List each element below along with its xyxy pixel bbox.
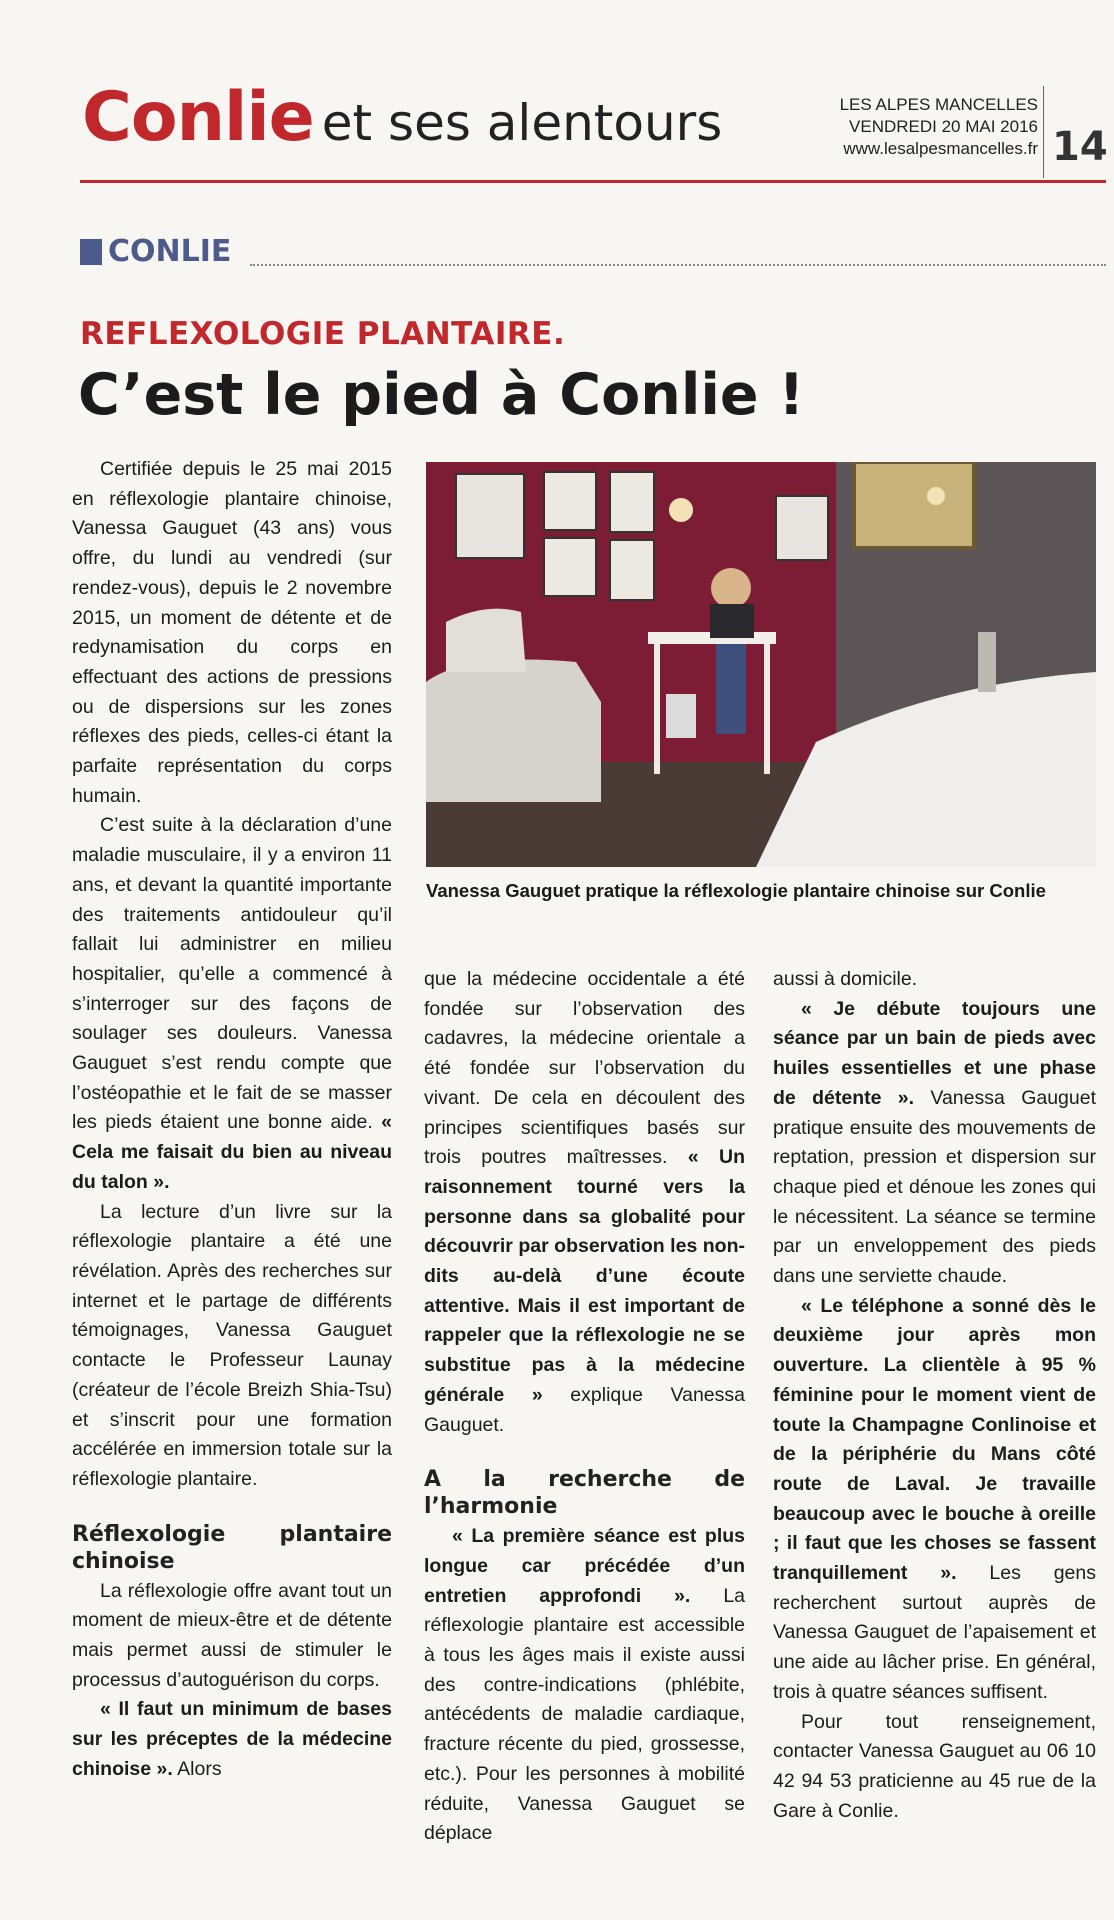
quote: « Il faut un minimum de bases sur les préceptes de la médecine chinoise ». <box>72 1698 392 1780</box>
paragraph-text: La réflexologie plantaire est accessible à tous les âges mais il existe aussi des contre-indications (phlébite, antécédents de maladie cardiaque, fracture récente du pied, grossesse, etc.). Pour les personnes à mobilité réduite, Vanessa Gauguet se déplace <box>424 1584 746 1845</box>
mirror <box>854 462 974 548</box>
paragraph-text: Les gens recherchent surtout auprès de Vanessa Gauguet de l’apaisement et une aide au lâcher prise. En général, trois à quatre séances suffisent. <box>773 1562 1096 1703</box>
paragraph-text: que la médecine occidentale a été fondée sur l’observation des cadavres, la médecine orientale a été fondée sur l’observation du vivant. De cela en découlent des principes scientifiques basés sur trois poutres maîtresses. <box>424 968 745 1169</box>
frame-1 <box>456 474 524 558</box>
paragraph <box>72 1695 392 1784</box>
paragraph <box>72 811 392 1197</box>
header-separator <box>1043 86 1044 178</box>
paragraph <box>773 1292 1096 1708</box>
section-rule <box>250 264 1106 266</box>
publication-website: www.lesalpesmancelles.fr <box>843 139 1038 158</box>
paragraph: aussi à domicile. <box>773 968 918 990</box>
paragraph-text: Alors <box>177 1757 222 1780</box>
article-column-1 <box>72 455 392 1785</box>
quote: « Le téléphone a sonné dès le deuxième jour après mon ouverture. La clientèle à 95 % féminine pour le moment vient de toute la Champagne Conlinoise et de la périphérie du Mans côté route de Laval. Je travaille beaucoup avec le bouche à oreille ; il faut que les choses se fassent tranquillement ». <box>773 1294 1096 1585</box>
section-square-icon <box>80 239 102 265</box>
section-tag <box>80 234 231 269</box>
frame-5 <box>610 540 654 600</box>
frame-2 <box>544 472 596 530</box>
header-rule <box>80 180 1106 183</box>
quote: « La première séance est plus longue car précédée d’un entretien approfondi ». <box>424 1525 745 1607</box>
photo-illustration <box>426 462 1096 867</box>
armchair-back <box>446 609 526 672</box>
publication-date: VENDREDI 20 MAI 2016 <box>849 117 1038 136</box>
waste-bin <box>666 694 696 738</box>
wall-lamp-2 <box>927 487 945 505</box>
paragraph-text: Vanessa Gauguet pratique ensuite des mouvements de reptation, pression et dispersion sur chaque pied et dénoue les zones qui le nécessitent. La séance se termine par un enveloppement des pieds dans une serviette chaude. <box>773 1086 1096 1288</box>
wall-lamp <box>669 498 693 522</box>
frame-6 <box>776 496 828 560</box>
publication-name: LES ALPES MANCELLES <box>839 95 1038 114</box>
paragraph: Certifiée depuis le 25 mai 2015 en réflexologie plantaire chinoise, Vanessa Gauguet (43 ans) vous offre, du lundi au vendredi (sur rendez-vous), depuis le 2 novembre 2015, un moment de détente et de redynamisation du corps en effectuant des actions de pressions ou de dispersions sur les zones réflexes des pieds, celles-ci étant la parfaite représentation du corps humain. <box>72 458 392 807</box>
paragraph <box>424 965 745 1440</box>
person-head <box>711 568 751 608</box>
title-main: Conlie <box>82 78 314 157</box>
quote: « Un raisonnement tourné vers la personne dans sa globalité pour découvrir par observation les non-dits au-delà d’une écoute attentive. Mais il est important de rappeler que la réflexologie ne se substitue pas à la médecine générale » <box>424 1146 745 1406</box>
frame-4 <box>610 472 654 532</box>
paragraph <box>773 995 1096 1292</box>
article-column-2 <box>424 965 745 1849</box>
quote: « Cela me faisait du bien au niveau du talon ». <box>72 1111 392 1193</box>
frame-3 <box>544 538 596 596</box>
quote: « Je débute toujours une séance par un bain de pieds avec huiles essentielles et une phase de détente ». <box>773 997 1096 1109</box>
paragraph <box>424 1522 745 1849</box>
paragraph: Pour tout renseignement, contacter Vanessa Gauguet au 06 10 42 94 53 praticienne au 45 rue de la Gare à Conlie. <box>773 1710 1096 1822</box>
person-legs <box>716 644 746 734</box>
paragraph-text: C’est suite à la déclaration d’une maladie musculaire, il y a environ 11 ans, et devant la quantité importante des traitements antidouleur qu’il fallait lui administrer en milieu hospitalier, qu’elle a commencé à s’interroger sur des façons de soulager ses douleurs. Vanessa Gauguet s’est rendu compte que l’ostéopathie et le fait de se masser les pieds étaient une bonne aide. <box>72 814 392 1134</box>
article-photo <box>426 462 1096 867</box>
subheading: Réflexologie plantaire chinoise <box>72 1521 392 1574</box>
title-sub: et ses alentours <box>321 94 723 152</box>
photo-caption: Vanessa Gauguet pratique la réflexologie plantaire chinoise sur Conlie <box>426 880 1046 901</box>
header-meta <box>840 94 1038 160</box>
article-kicker: REFLEXOLOGIE PLANTAIRE. <box>80 316 566 352</box>
armchair <box>426 660 601 803</box>
page-number: 14 <box>1052 124 1108 170</box>
person-body <box>710 604 754 638</box>
article-column-3 <box>773 965 1096 1826</box>
desk-leg-2 <box>764 644 770 774</box>
plant-vase <box>978 632 996 692</box>
article-headline: C’est le pied à Conlie ! <box>78 362 805 428</box>
desk-leg-1 <box>654 644 660 774</box>
paragraph: La réflexologie offre avant tout un moment de mieux-être et de détente mais permet aussi de stimuler le processus d’autoguérison du corps. <box>72 1579 392 1691</box>
section-label: CONLIE <box>108 234 232 269</box>
subheading: A la recherche de l’harmonie <box>424 1467 745 1520</box>
paragraph: La lecture d’un livre sur la réflexologie plantaire a été une révélation. Après des recherches sur internet et le partage de différents témoignages, Vanessa Gauguet contacte le Professeur Launay (créateur de l’école Breizh Shia-Tsu) et s’inscrit pour une formation accélérée en immersion totale sur la réflexologie plantaire. <box>72 1200 392 1490</box>
page-title <box>82 78 722 157</box>
paragraph-text: explique Vanessa Gauguet. <box>424 1383 745 1436</box>
